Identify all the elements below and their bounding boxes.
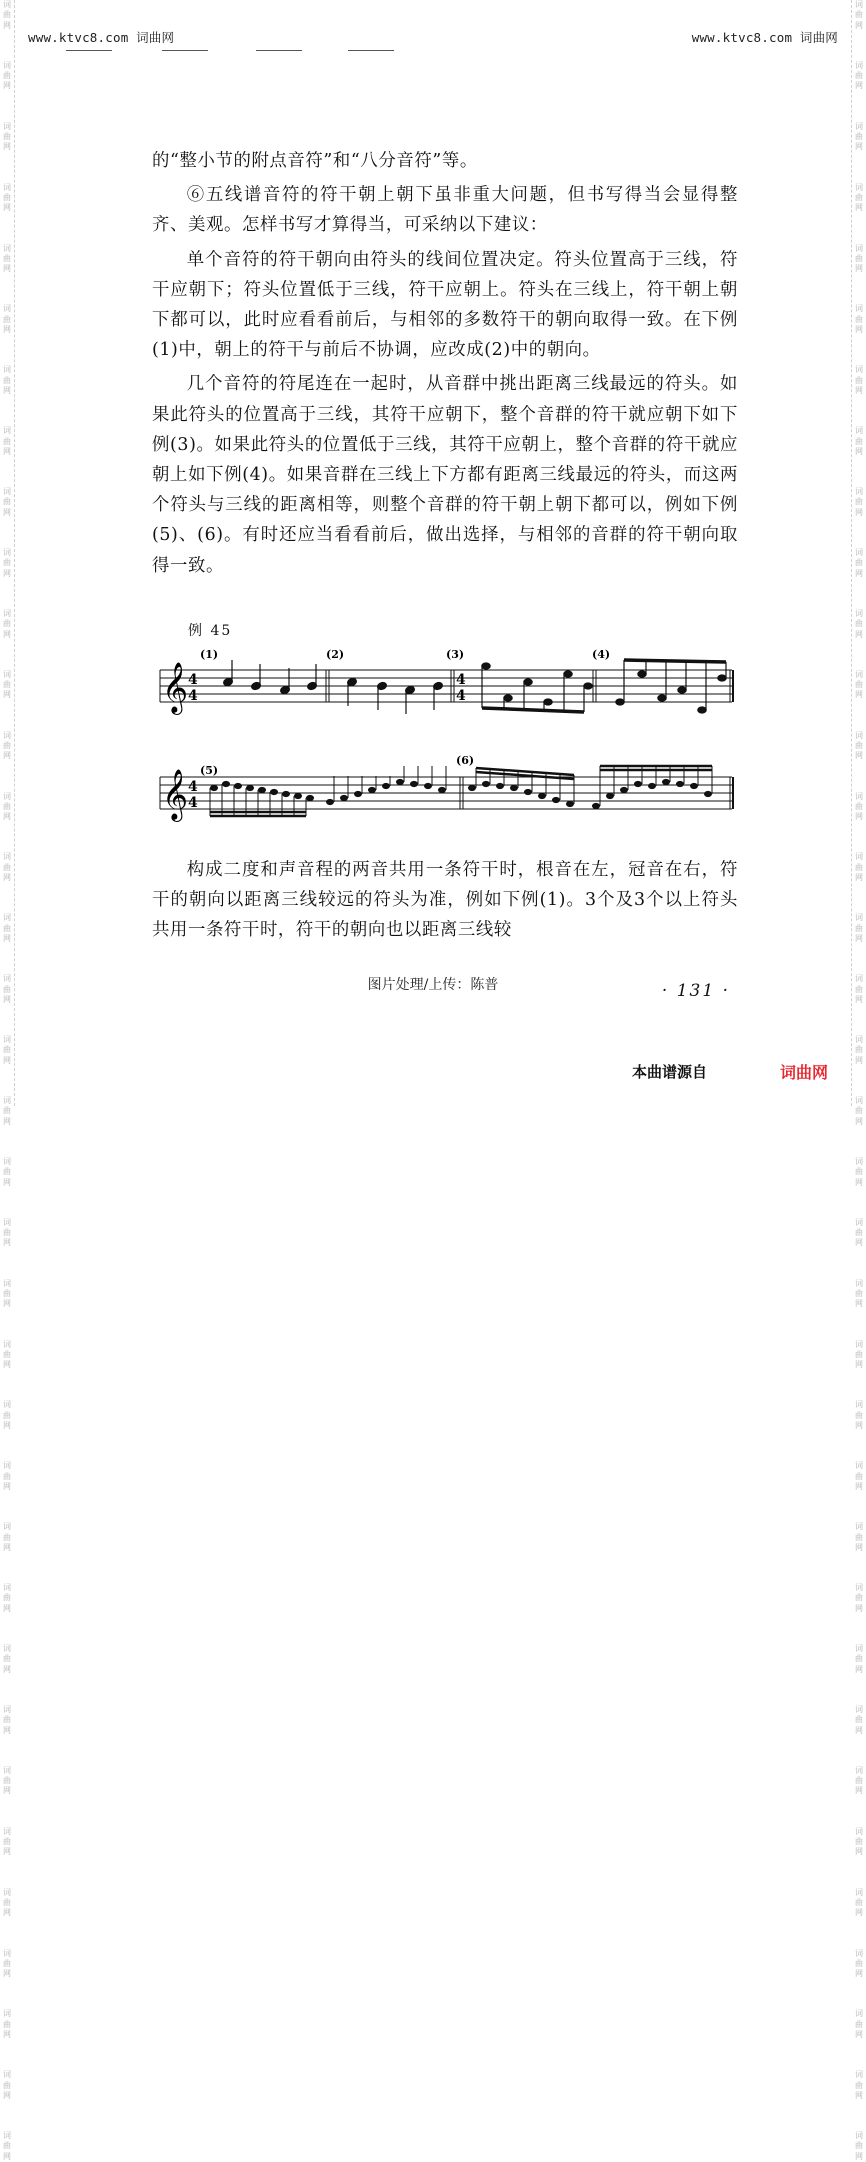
watermark-glyph: 曲 (3, 1897, 11, 1907)
watermark-glyph: 网 (855, 203, 863, 213)
watermark-glyph: 网 (3, 81, 11, 91)
watermark-glyph: 曲 (3, 740, 11, 750)
watermark-glyph: 曲 (855, 923, 863, 933)
watermark-glyph: 曲 (3, 558, 11, 568)
watermark-glyph: 词 (855, 1644, 863, 1654)
watermark-glyph: 网 (855, 1238, 863, 1248)
watermark-glyph: 网 (3, 2090, 11, 2100)
watermark-glyph: 网 (855, 1421, 863, 1431)
watermark-glyph: 网 (855, 1299, 863, 1309)
watermark-glyph: 网 (855, 1481, 863, 1491)
note-group-6 (469, 766, 713, 809)
watermark-glyph: 曲 (3, 253, 11, 263)
watermark-glyph: 词 (855, 1461, 863, 1471)
watermark-glyph: 网 (3, 690, 11, 700)
watermark-glyph: 词 (3, 243, 11, 253)
header-rules (66, 50, 406, 52)
watermark-glyph: 曲 (855, 1045, 863, 1055)
watermark-glyph: 曲 (855, 740, 863, 750)
watermark-glyph: 词 (855, 1278, 863, 1288)
watermark-glyph: 词 (3, 2009, 11, 2019)
watermark-glyph: 网 (3, 1421, 11, 1431)
watermark-glyph: 词 (855, 1400, 863, 1410)
watermark-glyph: 曲 (855, 314, 863, 324)
watermark-glyph: 网 (3, 812, 11, 822)
watermark-glyph: 网 (3, 873, 11, 883)
watermark-glyph: 曲 (855, 10, 863, 20)
example-marker-2: (2) (326, 648, 345, 661)
watermark-glyph: 网 (855, 2029, 863, 2039)
watermark-glyph: 网 (3, 325, 11, 335)
watermark-glyph: 网 (855, 81, 863, 91)
watermark-glyph: 曲 (3, 984, 11, 994)
watermark-glyph: 曲 (3, 2080, 11, 2090)
watermark-glyph: 词 (3, 0, 11, 9)
watermark-glyph: 网 (855, 1542, 863, 1552)
watermark-glyph: 网 (855, 812, 863, 822)
watermark-glyph: 词 (3, 182, 11, 192)
watermark-glyph: 网 (855, 2151, 863, 2161)
paragraph: 单个音符的符干朝向由符头的线间位置决定。符头位置高于三线，符干应朝下；符头位置低于三线，符干应朝上。符头在三线上，符干朝上朝下都可以，此时应看看前后，与相邻的多数符干的朝向取得一致。在下例(1)中，朝上的符干与前后不协调，应改成(2)中的朝向。 (152, 249, 738, 361)
watermark-glyph: 词 (3, 121, 11, 131)
watermark-glyph: 网 (855, 1177, 863, 1187)
watermark-glyph: 曲 (855, 253, 863, 263)
watermark-glyph: 曲 (3, 436, 11, 446)
watermark-glyph: 网 (3, 1908, 11, 1918)
watermark-glyph: 词 (855, 365, 863, 375)
time-signature-bottom: 4 (188, 688, 198, 704)
watermark-glyph: 曲 (855, 192, 863, 202)
treble-clef-icon: 𝄞 (162, 662, 189, 713)
watermark-glyph: 网 (3, 994, 11, 1004)
watermark-glyph: 网 (855, 1786, 863, 1796)
watermark-glyph: 网 (3, 2029, 11, 2039)
watermark-glyph: 词 (855, 1217, 863, 1227)
watermark-glyph: 词 (3, 1278, 11, 1288)
watermark-glyph: 曲 (855, 1228, 863, 1238)
watermark-glyph: 网 (855, 629, 863, 639)
watermark-glyph: 曲 (855, 1715, 863, 1725)
watermark-glyph: 网 (3, 1238, 11, 1248)
watermark-glyph: 词 (3, 548, 11, 558)
watermark-glyph: 词 (855, 0, 863, 9)
watermark-glyph: 词 (3, 1948, 11, 1958)
page-number: · 131 · (661, 981, 730, 1001)
paragraph: 的“整小节的附点音符”和“八分音符”等。 (152, 151, 478, 171)
body-text (152, 146, 738, 585)
watermark-glyph: 网 (855, 1664, 863, 1674)
example-marker-4: (4) (592, 648, 611, 661)
watermark-glyph: 词 (3, 974, 11, 984)
watermark-glyph: 词 (855, 852, 863, 862)
watermark-glyph: 网 (3, 568, 11, 578)
watermark-glyph: 词 (3, 1217, 11, 1227)
watermark-glyph: 曲 (855, 2141, 863, 2151)
watermark-glyph: 词 (3, 2131, 11, 2141)
watermark-glyph: 曲 (3, 1228, 11, 1238)
watermark-glyph: 网 (3, 1177, 11, 1187)
watermark-glyph: 曲 (855, 1837, 863, 1847)
watermark-glyph: 词 (3, 913, 11, 923)
example-marker-5: (5) (200, 764, 219, 777)
watermark-glyph: 网 (855, 1055, 863, 1065)
watermark-glyph: 曲 (3, 1045, 11, 1055)
watermark-glyph: 词 (855, 608, 863, 618)
watermark-glyph: 曲 (3, 923, 11, 933)
watermark-glyph: 曲 (3, 1532, 11, 1542)
paragraph: 几个音符的符尾连在一起时，从音群中挑出距离三线最远的符头。如果此符头的位置高于三线，其符干应朝下，整个音群的符干就应朝下如下例(3)。如果此符头的位置低于三线，其符干应朝上，整个音群的符干就应朝上如下例(4)。如果音群在三线上下方都有距离三线最远的符头，而这两个符头与三线的距离相等，则整个音群的符干朝上朝下都可以，例如下例(5)、(6)。有时还应当看看前后，做出选择，与相邻的音群的符干朝向取得一致。 (152, 374, 738, 576)
time-signature-top: 4 (188, 672, 198, 688)
watermark-glyph: 词 (3, 1704, 11, 1714)
watermark-glyph: 词 (855, 426, 863, 436)
watermark-glyph: 曲 (855, 497, 863, 507)
watermark-glyph: 网 (855, 142, 863, 152)
watermark-glyph: 曲 (855, 132, 863, 142)
watermark-glyph: 曲 (855, 1776, 863, 1786)
watermark-glyph: 网 (3, 2151, 11, 2161)
staff-row-1 (160, 670, 733, 702)
watermark-glyph: 曲 (855, 1654, 863, 1664)
watermark-glyph: 曲 (855, 436, 863, 446)
watermark-glyph: 曲 (3, 1410, 11, 1420)
watermark-glyph: 词 (855, 1522, 863, 1532)
time-signature-bottom: 4 (188, 795, 198, 811)
watermark-glyph: 网 (3, 1116, 11, 1126)
watermark-glyph: 网 (855, 568, 863, 578)
watermark-glyph: 曲 (3, 192, 11, 202)
watermark-glyph: 词 (3, 1035, 11, 1045)
watermark-glyph: 词 (3, 1400, 11, 1410)
watermark-glyph: 词 (855, 304, 863, 314)
watermark-glyph: 网 (855, 1116, 863, 1126)
watermark-glyph: 网 (3, 1360, 11, 1370)
example-marker-1: (1) (200, 648, 219, 661)
example-marker-6: (6) (456, 754, 475, 767)
watermark-glyph: 网 (3, 1055, 11, 1065)
watermark-glyph: 曲 (3, 1776, 11, 1786)
watermark-glyph: 曲 (3, 680, 11, 690)
watermark-glyph: 网 (855, 1969, 863, 1979)
watermark-glyph: 曲 (855, 1289, 863, 1298)
watermark-glyph: 曲 (855, 1167, 863, 1177)
treble-clef-icon: 𝄞 (162, 769, 189, 820)
watermark-glyph: 词 (855, 243, 863, 253)
watermark-glyph: 曲 (855, 1593, 863, 1603)
watermark-glyph: 曲 (3, 1167, 11, 1177)
watermark-glyph: 网 (855, 446, 863, 456)
watermark-glyph: 网 (855, 264, 863, 274)
watermark-glyph: 词 (3, 426, 11, 436)
watermark-glyph: 词 (3, 1644, 11, 1654)
watermark-glyph: 词 (3, 1583, 11, 1593)
watermark-glyph: 词 (3, 1156, 11, 1166)
watermark-glyph: 词 (3, 1096, 11, 1106)
watermark-glyph: 词 (3, 1887, 11, 1897)
watermark-glyph: 曲 (855, 801, 863, 811)
watermark-glyph: 词 (855, 1583, 863, 1593)
watermark-glyph: 曲 (3, 1837, 11, 1847)
watermark-glyph: 网 (855, 20, 863, 30)
watermark-glyph: 曲 (3, 71, 11, 81)
right-watermark-strip (851, 0, 866, 2161)
watermark-glyph: 曲 (855, 1471, 863, 1481)
watermark-glyph: 词 (3, 730, 11, 740)
watermark-glyph: 网 (855, 873, 863, 883)
watermark-glyph: 词 (855, 487, 863, 497)
watermark-glyph: 词 (855, 121, 863, 131)
watermark-glyph: 词 (855, 913, 863, 923)
paragraph: 构成二度和声音程的两音共用一条符干时，根音在左，冠音在右，符干的朝向以距离三线较远的符头为准，例如下例(1)。3个及3个以上符头共用一条符干时，符干的朝向也以距离三线较 (152, 860, 738, 941)
watermark-glyph: 曲 (3, 862, 11, 872)
watermark-glyph: 词 (3, 365, 11, 375)
watermark-glyph: 词 (855, 791, 863, 801)
watermark-glyph: 网 (855, 933, 863, 943)
watermark-glyph: 曲 (855, 1349, 863, 1359)
watermark-glyph: 词 (855, 548, 863, 558)
watermark-glyph: 网 (855, 2090, 863, 2100)
watermark-glyph: 网 (3, 446, 11, 456)
watermark-glyph: 网 (3, 1664, 11, 1674)
time-signature-top: 4 (188, 779, 198, 795)
watermark-glyph: 网 (3, 507, 11, 517)
watermark-glyph: 曲 (3, 1715, 11, 1725)
watermark-glyph: 曲 (855, 2019, 863, 2029)
watermark-glyph: 网 (855, 507, 863, 517)
watermark-glyph: 网 (855, 385, 863, 395)
watermark-glyph: 网 (855, 325, 863, 335)
watermark-glyph: 曲 (3, 10, 11, 20)
watermark-glyph: 网 (3, 1847, 11, 1857)
watermark-glyph: 词 (855, 1765, 863, 1775)
watermark-glyph: 词 (3, 1461, 11, 1471)
watermark-glyph: 曲 (3, 1349, 11, 1359)
time-signature-top: 4 (456, 672, 466, 688)
watermark-glyph: 词 (855, 1339, 863, 1349)
watermark-glyph: 词 (855, 1156, 863, 1166)
watermark-glyph: 曲 (855, 984, 863, 994)
watermark-glyph: 网 (3, 20, 11, 30)
watermark-glyph: 曲 (855, 1897, 863, 1907)
watermark-glyph: 网 (3, 1299, 11, 1309)
watermark-glyph: 网 (3, 142, 11, 152)
watermark-glyph: 网 (3, 1725, 11, 1735)
watermark-glyph: 曲 (855, 1532, 863, 1542)
watermark-glyph: 网 (3, 1786, 11, 1796)
watermark-glyph: 网 (855, 751, 863, 761)
watermark-glyph: 词 (855, 974, 863, 984)
watermark-glyph: 网 (855, 1847, 863, 1857)
watermark-glyph: 曲 (3, 1654, 11, 1664)
watermark-glyph: 网 (3, 203, 11, 213)
watermark-glyph: 词 (3, 487, 11, 497)
time-signature-bottom: 4 (456, 688, 466, 704)
watermark-glyph: 曲 (855, 1106, 863, 1116)
watermark-glyph: 词 (3, 304, 11, 314)
watermark-glyph: 词 (855, 60, 863, 70)
watermark-glyph: 曲 (855, 1958, 863, 1968)
watermark-glyph: 词 (3, 852, 11, 862)
note-group-1 (223, 660, 444, 714)
watermark-glyph: 曲 (3, 1289, 11, 1298)
watermark-glyph: 词 (855, 2009, 863, 2019)
watermark-glyph: 曲 (3, 801, 11, 811)
watermark-glyph: 曲 (3, 1593, 11, 1603)
watermark-glyph: 曲 (855, 680, 863, 690)
watermark-glyph: 词 (3, 1826, 11, 1836)
body-text-continued (152, 855, 738, 946)
header-site-right[interactable]: www.ktvc8.com 词曲网 (691, 30, 838, 45)
watermark-glyph: 词 (3, 608, 11, 618)
watermark-glyph: 曲 (3, 2019, 11, 2029)
watermark-glyph: 词 (855, 182, 863, 192)
watermark-glyph: 词 (855, 1704, 863, 1714)
paragraph: ⑥五线谱音符的符干朝上朝下虽非重大问题，但书写得当会显得整齐、美观。怎样书写才算得当，可采纳以下建议： (152, 185, 738, 236)
watermark-glyph: 网 (3, 1481, 11, 1491)
watermark-glyph: 网 (3, 385, 11, 395)
watermark-glyph: 网 (855, 1725, 863, 1735)
music-example-staff (150, 640, 740, 820)
watermark-glyph: 曲 (3, 132, 11, 142)
watermark-glyph: 词 (3, 2070, 11, 2080)
watermark-glyph: 曲 (3, 1106, 11, 1116)
watermark-glyph: 词 (3, 1339, 11, 1349)
watermark-glyph: 曲 (855, 2080, 863, 2090)
watermark-glyph: 曲 (3, 1958, 11, 1968)
watermark-glyph: 网 (3, 751, 11, 761)
watermark-glyph: 词 (855, 2131, 863, 2141)
watermark-glyph: 词 (3, 791, 11, 801)
watermark-glyph: 曲 (855, 375, 863, 385)
watermark-glyph: 网 (3, 1969, 11, 1979)
watermark-glyph: 曲 (855, 862, 863, 872)
example-label: 例 45 (188, 623, 233, 639)
watermark-glyph: 网 (3, 1542, 11, 1552)
watermark-glyph: 网 (3, 1603, 11, 1613)
upload-credit: 图片处理/上传：陈普 (367, 977, 499, 993)
header-site-left[interactable]: www.ktvc8.com 词曲网 (28, 30, 175, 45)
watermark-glyph: 曲 (855, 1410, 863, 1420)
watermark-glyph: 词 (855, 2070, 863, 2080)
footer-site-link[interactable]: 词曲网 (780, 1063, 829, 1082)
watermark-glyph: 曲 (3, 619, 11, 629)
watermark-glyph: 曲 (855, 619, 863, 629)
watermark-glyph: 网 (3, 629, 11, 639)
watermark-glyph: 曲 (3, 497, 11, 507)
watermark-glyph: 词 (3, 1522, 11, 1532)
watermark-glyph: 网 (855, 1908, 863, 1918)
watermark-glyph: 词 (855, 1887, 863, 1897)
watermark-glyph: 网 (855, 1360, 863, 1370)
watermark-glyph: 词 (3, 1765, 11, 1775)
watermark-glyph: 网 (855, 1603, 863, 1613)
watermark-glyph: 词 (3, 60, 11, 70)
watermark-glyph: 词 (855, 1948, 863, 1958)
footer-source-label: 本曲谱源自 (632, 1063, 708, 1081)
watermark-glyph: 词 (855, 1826, 863, 1836)
watermark-glyph: 曲 (3, 375, 11, 385)
watermark-glyph: 词 (855, 1096, 863, 1106)
left-watermark-strip (0, 0, 15, 2161)
watermark-glyph: 网 (855, 994, 863, 1004)
watermark-glyph: 网 (3, 264, 11, 274)
watermark-glyph: 词 (855, 730, 863, 740)
watermark-glyph: 网 (3, 933, 11, 943)
watermark-glyph: 网 (855, 690, 863, 700)
watermark-glyph: 词 (855, 669, 863, 679)
example-marker-3: (3) (446, 648, 465, 661)
watermark-glyph: 曲 (3, 1471, 11, 1481)
watermark-glyph: 曲 (855, 558, 863, 568)
watermark-glyph: 词 (855, 1035, 863, 1045)
watermark-glyph: 词 (3, 669, 11, 679)
watermark-glyph: 曲 (3, 2141, 11, 2151)
watermark-glyph: 曲 (855, 71, 863, 81)
watermark-glyph: 曲 (3, 314, 11, 324)
